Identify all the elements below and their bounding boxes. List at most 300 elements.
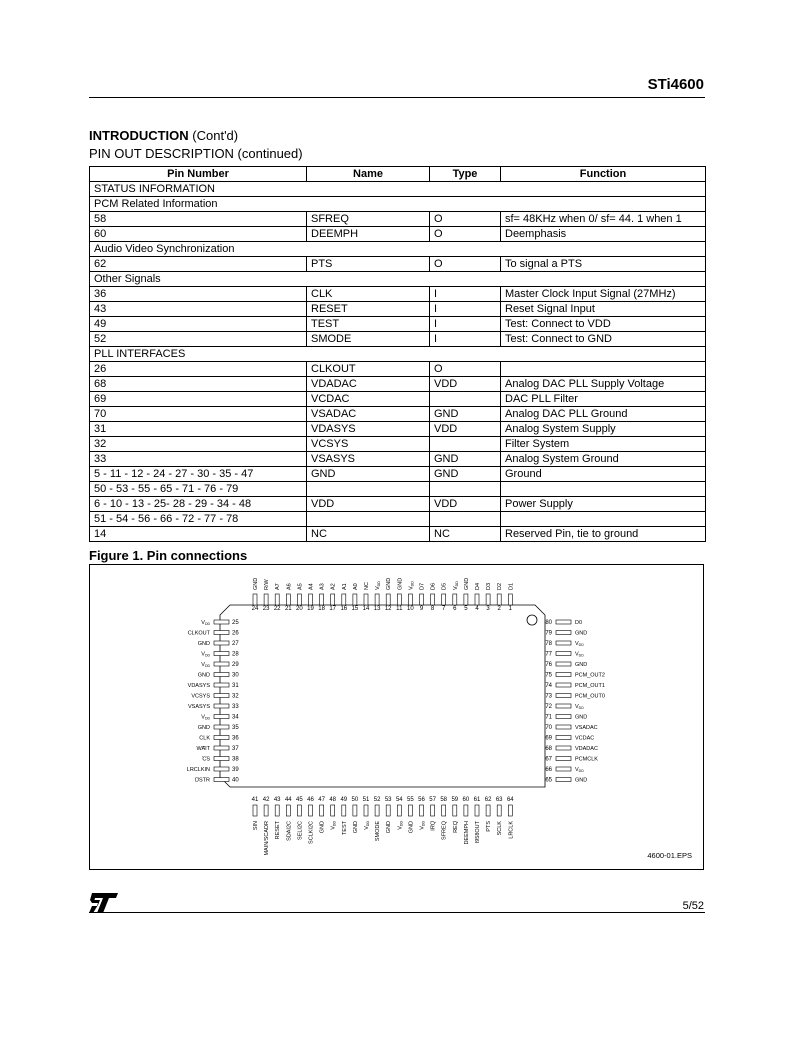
table-cell bbox=[430, 512, 501, 527]
pin-lead bbox=[453, 594, 457, 605]
pin-number: 23 bbox=[262, 606, 270, 612]
pin-lead bbox=[214, 746, 229, 750]
pin-number: 19 bbox=[307, 606, 314, 612]
table-cell: 33 bbox=[90, 452, 307, 467]
pin-label: RESET bbox=[275, 821, 282, 840]
pin-lead bbox=[556, 746, 571, 750]
page-number: 5/52 bbox=[682, 900, 704, 912]
pin-lead bbox=[556, 767, 571, 771]
pin-number: 30 bbox=[232, 672, 239, 679]
table-cell: DAC PLL Filter bbox=[501, 392, 706, 407]
pin-number: 42 bbox=[262, 797, 270, 803]
pin-label: GND bbox=[352, 821, 359, 834]
pin-lead bbox=[253, 805, 257, 816]
pin-number: 61 bbox=[473, 797, 481, 803]
pin-lead bbox=[556, 725, 571, 729]
pin-label: R/W bbox=[264, 579, 271, 590]
table-cell: VDD bbox=[430, 377, 501, 392]
pin-lead bbox=[286, 594, 290, 605]
pin-number: 5 bbox=[464, 606, 468, 612]
pin-lead bbox=[375, 594, 379, 605]
pin-number: 13 bbox=[373, 606, 381, 612]
pin-label: VDD bbox=[575, 704, 584, 710]
pin-lead bbox=[431, 805, 435, 816]
table-cell: 43 bbox=[90, 302, 307, 317]
pin-lead bbox=[497, 805, 501, 816]
pin-label: I958OUT bbox=[475, 821, 481, 844]
pin-label: VCDAC bbox=[575, 735, 595, 742]
pin-lead bbox=[214, 631, 229, 635]
pin-lead bbox=[342, 594, 346, 605]
table-cell: Analog System Ground bbox=[501, 452, 706, 467]
pin-number: 25 bbox=[232, 620, 239, 626]
pin-lead bbox=[486, 594, 490, 605]
table-cell: O bbox=[430, 227, 501, 242]
pin-lead bbox=[309, 594, 313, 605]
pin-number: 76 bbox=[545, 662, 552, 668]
pin-number: 72 bbox=[545, 704, 552, 710]
pin-lead bbox=[364, 594, 368, 605]
pin-number: 33 bbox=[232, 704, 239, 710]
pin-lead bbox=[556, 662, 571, 666]
pin-label: VDD bbox=[397, 821, 404, 830]
table-cell: To signal a PTS bbox=[501, 257, 706, 272]
pin-label: D4 bbox=[475, 582, 481, 590]
pin-number: 35 bbox=[232, 725, 239, 731]
pin-number: 55 bbox=[407, 797, 414, 803]
section-label: PLL INTERFACES bbox=[90, 347, 706, 362]
table-cell: sf= 48KHz when 0/ sf= 44. 1 when 1 bbox=[501, 212, 706, 227]
figure-frame bbox=[89, 564, 704, 870]
pin-number: 43 bbox=[273, 797, 281, 803]
pin-number: 68 bbox=[545, 746, 552, 752]
pin-number: 22 bbox=[273, 606, 281, 612]
table-cell: Test: Connect to GND bbox=[501, 332, 706, 347]
pin-lead bbox=[442, 805, 446, 816]
section-heading bbox=[89, 128, 238, 143]
pin-lead bbox=[556, 683, 571, 687]
table-cell: NC bbox=[430, 527, 501, 542]
pin-lead bbox=[420, 805, 424, 816]
pin-number: 63 bbox=[495, 797, 503, 803]
pin-label: VDD bbox=[201, 651, 210, 658]
pin-lead bbox=[364, 805, 368, 816]
pin-number: 9 bbox=[419, 606, 424, 612]
table-cell: Test: Connect to VDD bbox=[501, 317, 706, 332]
pin-lead bbox=[353, 594, 357, 605]
pin-label: CLKOUT bbox=[187, 630, 210, 637]
pin-lead bbox=[331, 805, 335, 816]
pin-label: SELI2C bbox=[297, 821, 304, 840]
pin-number: 36 bbox=[232, 735, 239, 742]
table-row bbox=[90, 302, 706, 317]
table-section-row bbox=[90, 182, 706, 197]
table-row bbox=[90, 437, 706, 452]
pin-number: 18 bbox=[318, 606, 325, 612]
pin-number: 79 bbox=[545, 630, 552, 637]
pin-label: GND bbox=[575, 714, 588, 721]
pin-number: 12 bbox=[384, 606, 392, 612]
pin-label: GND bbox=[197, 641, 210, 647]
pin-lead bbox=[214, 778, 229, 782]
header-rule bbox=[89, 97, 705, 98]
section-label: Other Signals bbox=[90, 272, 706, 287]
pin-lead bbox=[464, 805, 468, 816]
pin-connections-diagram bbox=[90, 565, 703, 869]
table-row bbox=[90, 227, 706, 242]
pin-lead bbox=[214, 767, 229, 771]
pin-number: 16 bbox=[340, 606, 348, 612]
table-cell: 68 bbox=[90, 377, 307, 392]
pin-number: 69 bbox=[545, 735, 552, 742]
pin-number: 62 bbox=[484, 797, 492, 803]
pin-label: A7 bbox=[275, 583, 282, 590]
pin-number: 15 bbox=[351, 606, 359, 612]
pin-lead bbox=[556, 736, 571, 740]
pin-label: VDD bbox=[330, 821, 337, 830]
pin-lead bbox=[442, 594, 446, 605]
pin-lead bbox=[214, 620, 229, 624]
pin-number: 74 bbox=[545, 683, 552, 689]
table-row bbox=[90, 362, 706, 377]
pin-label: GND bbox=[463, 577, 470, 590]
section-subtitle: PIN OUT DESCRIPTION (continued) bbox=[89, 146, 303, 161]
footer-rule bbox=[89, 912, 705, 913]
pin-number: 2 bbox=[497, 606, 501, 612]
pin-lead bbox=[320, 594, 324, 605]
pin-lead bbox=[453, 805, 457, 816]
pin-label: VDD bbox=[419, 821, 426, 830]
pin-label: GND bbox=[575, 630, 588, 637]
pin-label: GND bbox=[575, 662, 588, 668]
table-cell bbox=[307, 512, 430, 527]
table-row bbox=[90, 332, 706, 347]
pin-label: SIN bbox=[253, 821, 259, 831]
pin-lead bbox=[556, 652, 571, 656]
pin-lead bbox=[214, 683, 229, 687]
table-row bbox=[90, 422, 706, 437]
pin-lead bbox=[375, 805, 379, 816]
table-cell: 70 bbox=[90, 407, 307, 422]
pin-number: 73 bbox=[545, 693, 552, 700]
pin-number: 29 bbox=[232, 662, 239, 668]
pin-label: VDD bbox=[575, 641, 584, 647]
pin-number: 54 bbox=[395, 797, 403, 803]
pin-lead bbox=[556, 704, 571, 708]
table-cell: RESET bbox=[307, 302, 430, 317]
pin-number: 26 bbox=[232, 630, 239, 637]
pin-label: A5 bbox=[297, 583, 304, 590]
pin-label: LRCLKIN bbox=[186, 767, 210, 773]
pin-label: D2 bbox=[497, 582, 504, 590]
pin-lead bbox=[408, 594, 412, 605]
table-cell: Analog DAC PLL Ground bbox=[501, 407, 706, 422]
pin-lead bbox=[275, 805, 279, 816]
table-cell: 26 bbox=[90, 362, 307, 377]
table-row bbox=[90, 317, 706, 332]
table-row bbox=[90, 407, 706, 422]
table-body bbox=[90, 182, 706, 542]
table-cell: Analog DAC PLL Supply Voltage bbox=[501, 377, 706, 392]
pin-lead bbox=[497, 594, 501, 605]
table-cell: VSASYS bbox=[307, 452, 430, 467]
pin-label: VDD bbox=[201, 620, 210, 626]
document-title: STi4600 bbox=[647, 76, 704, 93]
pin-label: PTS bbox=[486, 821, 493, 832]
table-cell: O bbox=[430, 257, 501, 272]
pin-label: VDD bbox=[201, 714, 210, 721]
table-cell: 58 bbox=[90, 212, 307, 227]
pin-lead bbox=[556, 631, 571, 635]
table-cell: 51 - 54 - 56 - 66 - 72 - 77 - 78 bbox=[90, 512, 307, 527]
pin-number: 34 bbox=[232, 714, 239, 721]
pin-number: 1 bbox=[508, 606, 512, 612]
section-label: STATUS INFORMATION bbox=[90, 182, 706, 197]
pin-number: 59 bbox=[451, 797, 459, 803]
column-header: Type bbox=[430, 167, 501, 182]
table-cell: Filter System bbox=[501, 437, 706, 452]
table-cell: 32 bbox=[90, 437, 307, 452]
pin-number: 40 bbox=[232, 777, 239, 784]
table-cell: PTS bbox=[307, 257, 430, 272]
table-cell: VDD bbox=[307, 497, 430, 512]
section-label: Audio Video Synchronization bbox=[90, 242, 706, 257]
pin-lead bbox=[475, 805, 479, 816]
table-cell: GND bbox=[307, 467, 430, 482]
table-cell: Ground bbox=[501, 467, 706, 482]
pin-number: 77 bbox=[545, 651, 552, 658]
table-cell bbox=[430, 437, 501, 452]
pin-label: PCM_OUT0 bbox=[575, 693, 605, 700]
pin-label: VDD bbox=[452, 581, 459, 590]
table-cell: CLK bbox=[307, 287, 430, 302]
table-cell: VDASYS bbox=[307, 422, 430, 437]
pin-label: WAIT bbox=[196, 746, 210, 752]
pin-lead bbox=[556, 778, 571, 782]
table-cell bbox=[501, 482, 706, 497]
pin-number: 20 bbox=[296, 606, 303, 612]
pin-label: MAIN/SCADR bbox=[264, 821, 271, 856]
table-cell: Master Clock Input Signal (27MHz) bbox=[501, 287, 706, 302]
pin-label: VDD bbox=[364, 821, 370, 830]
pin-number: 52 bbox=[373, 797, 381, 803]
table-cell: VDD bbox=[430, 422, 501, 437]
table-section-row bbox=[90, 347, 706, 362]
pin-label: VDD bbox=[375, 581, 382, 590]
table-cell: CLKOUT bbox=[307, 362, 430, 377]
table-cell: Analog System Supply bbox=[501, 422, 706, 437]
pin-number: 57 bbox=[429, 797, 436, 803]
table-cell: 14 bbox=[90, 527, 307, 542]
pin-number: 66 bbox=[545, 767, 552, 773]
pin-label: CLK bbox=[199, 735, 210, 742]
pin-number: 64 bbox=[506, 797, 514, 803]
pin-label: NC bbox=[364, 582, 370, 590]
pin-label: D1 bbox=[508, 582, 515, 590]
pin-label: DEEMPH bbox=[463, 821, 470, 845]
pin-number: 53 bbox=[384, 797, 392, 803]
table-cell: 5 - 11 - 12 - 24 - 27 - 30 - 35 - 47 bbox=[90, 467, 307, 482]
pin-lead bbox=[556, 673, 571, 677]
table-cell: I bbox=[430, 332, 501, 347]
table-cell: I bbox=[430, 302, 501, 317]
pin-number: 6 bbox=[453, 606, 457, 612]
pin-number: 10 bbox=[407, 606, 414, 612]
pin-number: 51 bbox=[362, 797, 370, 803]
pin-lead bbox=[556, 694, 571, 698]
pin-number: 21 bbox=[284, 606, 292, 612]
table-cell bbox=[501, 362, 706, 377]
pin-number: 8 bbox=[430, 606, 435, 612]
pin-lead bbox=[342, 805, 346, 816]
pin-lead bbox=[297, 594, 301, 605]
pin-lead bbox=[408, 805, 412, 816]
pin-lead bbox=[214, 673, 229, 677]
pin-number: 49 bbox=[340, 797, 348, 803]
pin-label: D7 bbox=[419, 582, 426, 590]
table-cell bbox=[430, 392, 501, 407]
pin-lead bbox=[508, 594, 512, 605]
pin-lead bbox=[556, 641, 571, 645]
pin-label: LRCLK bbox=[508, 821, 515, 839]
table-row bbox=[90, 497, 706, 512]
table-cell bbox=[430, 482, 501, 497]
pin-label: VSASYS bbox=[187, 704, 210, 710]
pin-description-table bbox=[89, 166, 706, 542]
pin-label: A3 bbox=[319, 583, 326, 590]
pin-lead bbox=[253, 594, 257, 605]
column-header: Pin Number bbox=[90, 167, 307, 182]
pin-number: 60 bbox=[462, 797, 470, 803]
pin-number: 38 bbox=[232, 756, 239, 763]
pin-lead bbox=[508, 805, 512, 816]
pin-label: SCLKI2C bbox=[308, 821, 315, 844]
pin-number: 47 bbox=[318, 797, 325, 803]
table-cell: Reserved Pin, tie to ground bbox=[501, 527, 706, 542]
pin-label: GND bbox=[197, 725, 210, 731]
table-section-row bbox=[90, 272, 706, 287]
table-row bbox=[90, 467, 706, 482]
pin-lead bbox=[397, 594, 401, 605]
pin-lead bbox=[475, 594, 479, 605]
pin-lead bbox=[486, 805, 490, 816]
pin-number: 75 bbox=[545, 672, 552, 679]
pin-number: 7 bbox=[442, 606, 446, 612]
pin-number: 3 bbox=[486, 606, 490, 612]
pin-number: 70 bbox=[545, 725, 552, 731]
table-cell: NC bbox=[307, 527, 430, 542]
table-section-row bbox=[90, 197, 706, 212]
table-row bbox=[90, 377, 706, 392]
pin-lead bbox=[214, 704, 229, 708]
pin-number: 17 bbox=[329, 606, 337, 612]
pin-label: GND bbox=[386, 821, 393, 834]
pin-number: 46 bbox=[307, 797, 314, 803]
pin-label: PCM_OUT1 bbox=[575, 683, 605, 689]
pin-number: 14 bbox=[362, 606, 370, 612]
pin-label: GND bbox=[408, 821, 415, 834]
table-cell: GND bbox=[430, 407, 501, 422]
pin-lead bbox=[214, 641, 229, 645]
table-cell: VDADAC bbox=[307, 377, 430, 392]
pin-label: VDD bbox=[575, 651, 584, 658]
pin-lead bbox=[214, 757, 229, 761]
pin-lead bbox=[397, 805, 401, 816]
table-header-row bbox=[90, 167, 706, 182]
pin-label: CS bbox=[202, 756, 210, 763]
pin-lead bbox=[386, 805, 390, 816]
pin-number: 27 bbox=[232, 641, 239, 647]
pin-label: VCSYS bbox=[191, 693, 210, 700]
table-cell: TEST bbox=[307, 317, 430, 332]
pin-label: SDAI2C bbox=[286, 821, 293, 841]
pin-label: A4 bbox=[308, 583, 315, 590]
pin-number: 11 bbox=[396, 606, 403, 612]
pin-label: A2 bbox=[330, 583, 337, 590]
table-cell: 60 bbox=[90, 227, 307, 242]
pin-lead bbox=[556, 715, 571, 719]
table-cell: O bbox=[430, 212, 501, 227]
pin-lead bbox=[214, 715, 229, 719]
pin-number: 45 bbox=[296, 797, 303, 803]
table-row bbox=[90, 287, 706, 302]
table-cell: O bbox=[430, 362, 501, 377]
pin-label: GND bbox=[386, 577, 393, 590]
table-row bbox=[90, 212, 706, 227]
table-section-row bbox=[90, 242, 706, 257]
table-cell: VSADAC bbox=[307, 407, 430, 422]
pin-label: GND bbox=[253, 577, 259, 590]
pin-lead bbox=[331, 594, 335, 605]
pin-label: D0 bbox=[575, 620, 583, 626]
pin-number: 4 bbox=[475, 606, 479, 612]
pin-label: PCMCLK bbox=[575, 756, 598, 763]
pin-number: 24 bbox=[251, 606, 259, 612]
column-header: Function bbox=[501, 167, 706, 182]
pin-lead bbox=[214, 694, 229, 698]
table-cell: VDD bbox=[430, 497, 501, 512]
pin-lead bbox=[214, 725, 229, 729]
pin-label: A0 bbox=[352, 583, 359, 590]
section-heading-rest: (Cont'd) bbox=[188, 128, 239, 143]
table-cell bbox=[307, 482, 430, 497]
pin-number: 28 bbox=[232, 651, 239, 658]
pin-number: 32 bbox=[232, 693, 239, 700]
pin-label: VDASYS bbox=[187, 683, 210, 689]
pin-lead bbox=[386, 594, 390, 605]
pin-label: D3 bbox=[486, 582, 493, 590]
pin-lead bbox=[214, 662, 229, 666]
pin-number: 37 bbox=[232, 746, 239, 752]
pin-lead bbox=[431, 594, 435, 605]
pin-lead bbox=[320, 805, 324, 816]
table-row bbox=[90, 452, 706, 467]
table-cell: DEEMPH bbox=[307, 227, 430, 242]
table-cell: 49 bbox=[90, 317, 307, 332]
pin-number: 78 bbox=[545, 641, 552, 647]
table-cell: 52 bbox=[90, 332, 307, 347]
pin-number: 41 bbox=[251, 797, 259, 803]
table-row bbox=[90, 527, 706, 542]
section-heading-bold: INTRODUCTION bbox=[89, 128, 189, 143]
pin-lead bbox=[420, 594, 424, 605]
table-cell: 50 - 53 - 55 - 65 - 71 - 76 - 79 bbox=[90, 482, 307, 497]
pin-label: DSTR bbox=[195, 777, 210, 784]
table-cell: Reset Signal Input bbox=[501, 302, 706, 317]
pin-label: A1 bbox=[341, 583, 348, 590]
table-cell: I bbox=[430, 287, 501, 302]
pin-number: 39 bbox=[232, 767, 239, 773]
